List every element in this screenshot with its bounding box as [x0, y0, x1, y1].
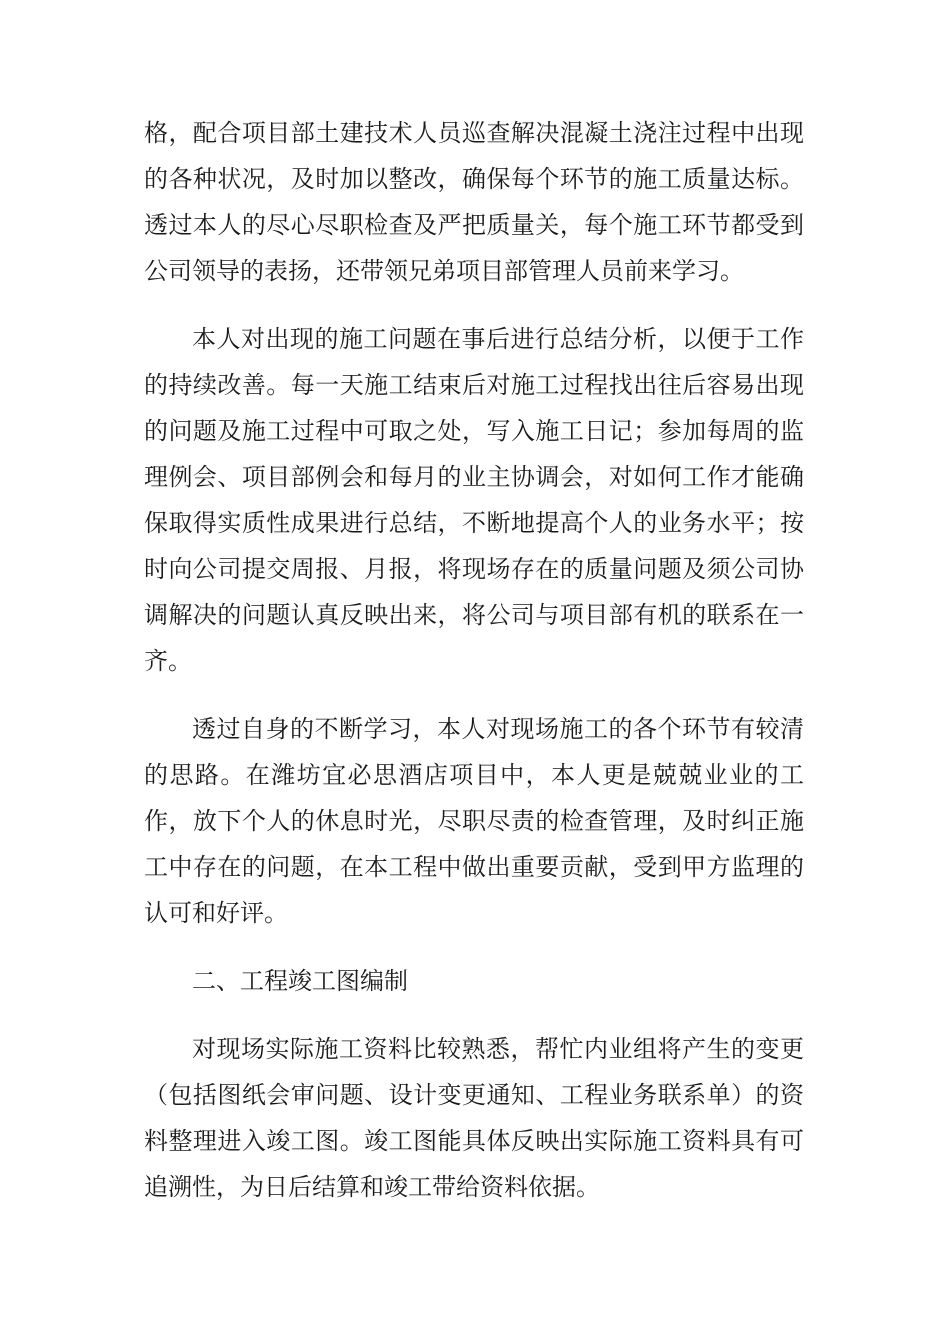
paragraph-self-study: 透过自身的不断学习，本人对现场施工的各个环节有较清的思路。在潍坊宜必思酒店项目中，本人更是兢兢业业的工作，放下个人的休息时光，尽职尽责的检查管理，及时纠正施工中存在的问题，在本工程中做出重要贡献，受到甲方监理的认可和好评。	[144, 715, 804, 927]
section-heading: 二、工程竣工图编制	[192, 967, 408, 995]
document-body	[144, 110, 804, 1210]
paragraph-as-built-drawings: 对现场实际施工资料比较熟悉，帮忙内业组将产生的变更（包括图纸会审问题、设计变更通知、工程业务联系单）的资料整理进入竣工图。竣工图能具体反映出实际施工资料具有可追溯性，为日后结算和竣工带给资料依据。	[144, 1035, 804, 1201]
paragraph-summary-analysis: 本人对出现的施工问题在事后进行总结分析，以便于工作的持续改善。每一天施工结束后对施工过程找出往后容易出现的问题及施工过程中可取之处，写入施工日记；参加每周的监理例会、项目部例会和每月的业主协调会，对如何工作才能确保取得实质性成果进行总结，不断地提高个人的业务水平；按时向公司提交周报、月报，将现场存在的质量问题及须公司协调解决的问题认真反映出来，将公司与项目部有机的联系在一齐。	[144, 325, 804, 675]
paragraph-continuation: 格，配合项目部土建技术人员巡查解决混凝土浇注过程中出现的各种状况，及时加以整改，确保每个环节的施工质量达标。透过本人的尽心尽职检查及严把质量关，每个施工环节都受到公司领导的表扬，还带领兄弟项目部管理人员前来学习。	[144, 119, 804, 285]
